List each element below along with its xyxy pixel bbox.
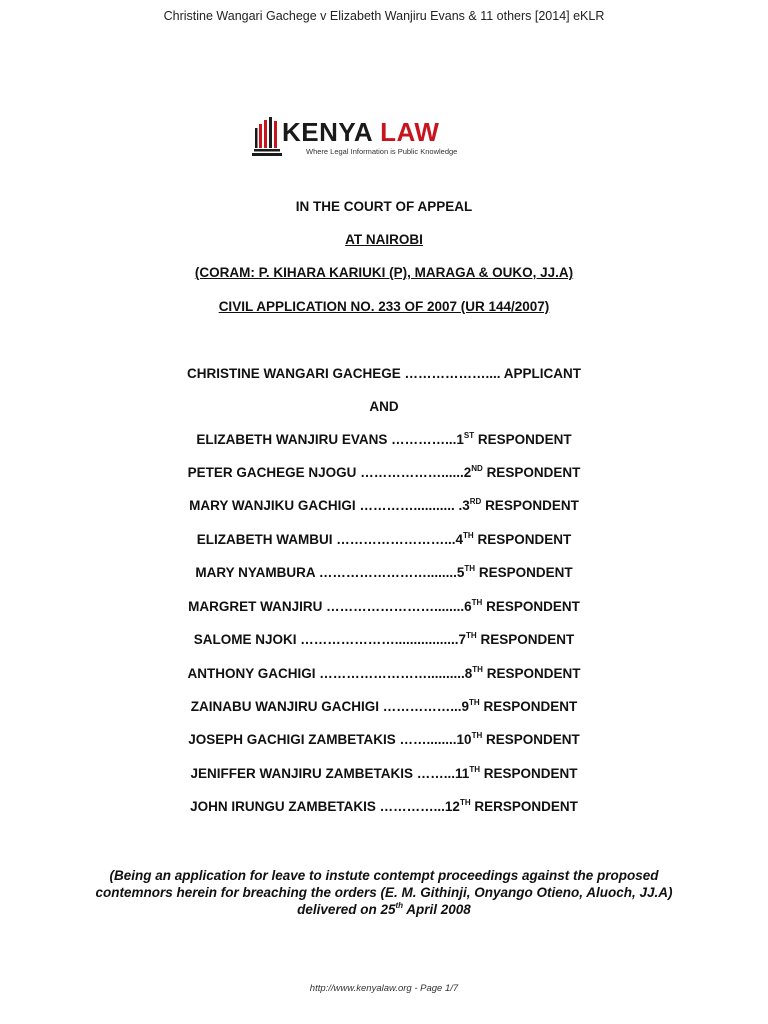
- respondent-ordinal: 10: [456, 732, 472, 747]
- respondent-name: PETER GACHEGE NJOGU: [187, 465, 357, 480]
- respondent-ordinal-suffix: TH: [459, 798, 471, 807]
- respondent-line: [0, 599, 768, 614]
- respondent-ordinal-suffix: TH: [469, 698, 480, 707]
- respondent-dots: ……........: [399, 732, 457, 747]
- respondent-role: RESPONDENT: [478, 565, 573, 580]
- respondent-line: [0, 532, 768, 547]
- respondent-dots: …………...: [391, 432, 457, 447]
- and-separator: AND: [369, 399, 399, 414]
- respondent-ordinal-suffix: TH: [464, 564, 476, 573]
- respondent-name: ANTHONY GACHIGI: [187, 666, 316, 681]
- respondent-dots: ………………......: [360, 465, 464, 480]
- note-line: contemnors herein for breaching the orders (E. M. Githinji, Onyango Otieno, Aluoch, JJ.A): [95, 885, 673, 900]
- respondent-name: MARGRET WANJIRU: [188, 599, 323, 614]
- respondent-name: MARY WANJIKU GACHIGI: [189, 498, 356, 513]
- respondent-role: RESPONDENT: [483, 699, 578, 714]
- respondent-dots: …………...: [379, 799, 445, 814]
- kenya-law-logo: [252, 116, 472, 160]
- respondent-role: RESPONDENT: [480, 632, 575, 647]
- respondent-line: [0, 732, 768, 747]
- respondent-ordinal-suffix: TH: [471, 731, 483, 740]
- respondent-dots: ……………………........: [318, 565, 457, 580]
- applicant-line: [0, 366, 768, 381]
- respondent-ordinal-suffix: TH: [469, 765, 480, 774]
- respondent-role: RESPONDENT: [486, 732, 580, 747]
- respondent-ordinal-suffix: ND: [471, 464, 483, 473]
- respondent-ordinal: 4: [455, 532, 464, 547]
- respondent-name: SALOME NJOKI: [193, 632, 297, 647]
- court-heading: IN THE COURT OF APPEAL: [295, 199, 473, 214]
- respondent-name: MARY NYAMBURA: [195, 565, 316, 580]
- respondent-ordinal-suffix: RD: [469, 497, 482, 506]
- note-line-date: [60, 901, 708, 918]
- respondent-role: RESPONDENT: [477, 432, 572, 447]
- applicant-role: APPLICANT: [503, 366, 582, 381]
- logo-word-law: LAW: [380, 117, 440, 147]
- respondent-dots: ……...: [416, 766, 456, 781]
- respondent-ordinal: 6: [464, 599, 472, 614]
- respondent-dots: ……………...: [382, 699, 462, 714]
- applicant-dots: ………………....: [404, 366, 504, 381]
- respondent-dots: ……………………...: [336, 532, 456, 547]
- respondent-line: [0, 799, 768, 814]
- respondent-role: RESPONDENT: [477, 532, 572, 547]
- respondent-ordinal-suffix: TH: [463, 531, 474, 540]
- page-footer: http://www.kenyalaw.org - Page 1/7: [309, 983, 459, 994]
- respondent-ordinal: 3: [462, 498, 470, 513]
- respondent-name: ELIZABETH WAMBUI: [196, 532, 333, 547]
- respondent-line: [0, 498, 768, 513]
- case-number-heading: CIVIL APPLICATION NO. 233 OF 2007 (UR 144/2007): [218, 299, 550, 314]
- respondent-name: ZAINABU WANJIRU GACHIGI: [190, 699, 379, 714]
- note-line: (Being an application for leave to instute contempt proceedings against the proposed: [109, 868, 659, 883]
- respondent-ordinal-suffix: ST: [463, 431, 475, 440]
- respondent-line: [0, 465, 768, 480]
- respondent-name: ELIZABETH WANJIRU EVANS: [196, 432, 388, 447]
- application-note: [60, 867, 708, 918]
- respondent-role: RESPONDENT: [485, 498, 579, 513]
- respondent-dots: ……………………..........: [319, 666, 465, 681]
- respondent-ordinal: 2: [463, 465, 472, 480]
- respondent-dots: ……………………........: [326, 599, 465, 614]
- respondent-dots: …………........... .: [359, 498, 463, 513]
- respondent-role: RESPONDENT: [483, 766, 578, 781]
- respondent-role: RERSPONDENT: [474, 799, 578, 814]
- respondent-role: RESPONDENT: [486, 666, 581, 681]
- respondent-name: JENIFFER WANJIRU ZAMBETAKIS: [190, 766, 413, 781]
- respondent-line: [0, 432, 768, 447]
- applicant-name: CHRISTINE WANGARI GACHEGE: [186, 366, 401, 381]
- note-date-suffix: th: [395, 901, 404, 910]
- respondent-line: [0, 666, 768, 681]
- respondent-ordinal: 5: [456, 565, 465, 580]
- respondent-dots: ………………….................: [300, 632, 459, 647]
- location-heading: AT NAIROBI: [345, 232, 423, 247]
- running-header: Christine Wangari Gachege v Elizabeth Wanjiru Evans & 11 others [2014] eKLR: [163, 9, 605, 23]
- respondent-ordinal-suffix: TH: [472, 665, 483, 674]
- respondent-line: [0, 632, 768, 647]
- respondent-name: JOSEPH GACHIGI ZAMBETAKIS: [188, 732, 396, 747]
- respondent-ordinal: 12: [444, 799, 460, 814]
- respondent-role: RESPONDENT: [486, 465, 581, 480]
- respondent-ordinal-suffix: TH: [466, 631, 477, 640]
- logo-word-kenya: KENYA: [282, 117, 374, 147]
- respondent-role: RESPONDENT: [486, 599, 580, 614]
- logo-tagline: Where Legal Information is Public Knowledge: [306, 147, 458, 156]
- respondent-ordinal: 9: [461, 699, 470, 714]
- respondent-ordinal: 11: [455, 766, 470, 781]
- court-pillars-icon: [252, 116, 282, 158]
- logo-wordmark: [282, 118, 439, 146]
- respondent-ordinal: 7: [458, 632, 467, 647]
- case-number-row: [0, 299, 768, 314]
- respondent-ordinal: 1: [456, 432, 464, 447]
- coram-heading: (CORAM: P. KIHARA KARIUKI (P), MARAGA & OUKO, JJ.A): [194, 265, 574, 280]
- respondent-name: JOHN IRUNGU ZAMBETAKIS: [190, 799, 376, 814]
- note-date-text: delivered on 25: [297, 902, 396, 917]
- location-heading-row: [0, 232, 768, 247]
- respondent-ordinal: 8: [464, 666, 473, 681]
- coram-heading-row: [0, 265, 768, 280]
- respondent-line: [0, 699, 768, 714]
- note-date-rest: April 2008: [403, 902, 471, 917]
- respondent-ordinal-suffix: TH: [471, 598, 483, 607]
- respondent-line: [0, 565, 768, 580]
- respondent-line: [0, 766, 768, 781]
